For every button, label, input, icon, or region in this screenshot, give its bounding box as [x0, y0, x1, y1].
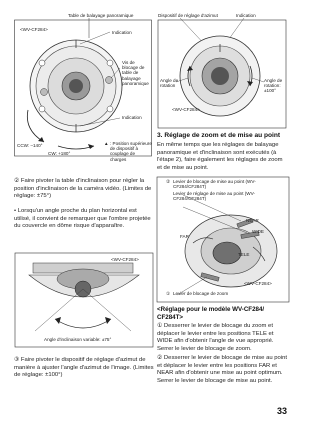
figure2-indication: Indication — [236, 13, 256, 18]
figure4-model: <WV-CF284> — [244, 281, 272, 286]
figure4-far: FAR — [180, 234, 189, 239]
bullet-icon: • — [14, 208, 17, 214]
triangle-icon: ▲ — [104, 141, 109, 146]
figure4-label2: Levier de réglage de mise au point (WV-CF284/CF284T) — [173, 191, 255, 202]
right-step-1 — [157, 323, 289, 353]
lens-core — [69, 79, 83, 93]
step-text: Faire pivoter le dispositif de réglage d'azimut de manière à ajuster l'angle d'azimut de l'image. (Limites de réglage: ±100°) — [14, 357, 154, 379]
figure4-label3: Levier de blocage de zoom — [173, 291, 229, 296]
figure1-title: Table de balayage panoramique — [68, 13, 134, 18]
figure1-cw: CW: +180° — [48, 151, 71, 156]
step-number: ① — [157, 323, 163, 329]
lens — [213, 242, 241, 264]
figure1-position-note: : Position supérieure de dispositif à couplage de charges — [110, 141, 152, 162]
right-step-2 — [157, 355, 289, 385]
figure1-indication-bottom: Indication — [122, 115, 142, 120]
figure4-marker-1: ① — [166, 291, 171, 296]
bullet-text: Lorsqu'un angle proche du plan horizontal est utilisé, il convient de remarquer que l'ombre projetée du couvercle en dôme risque d'apparaître. — [14, 208, 151, 230]
step-text: Desserrer le levier de blocage de mise au point et déplacer le levier entre les positions FAR et NEAR afin d'obtenir une mise au point optimum. Serrer le levier de blocage de mise au point. — [157, 355, 288, 384]
tilt-arrow-icon — [55, 319, 111, 328]
figure4-label1: Levier de blocage de mise au point (WV-CF284/CF284T) — [173, 179, 256, 190]
figure3-model: <WV-CF284> — [111, 257, 139, 262]
cw-arrow-icon — [58, 146, 94, 149]
left-bullet — [14, 208, 154, 231]
figure2-angle-right: Angle de rotation: ±100° — [264, 78, 283, 94]
figure1-drawing — [14, 18, 154, 158]
figure1-model: <WV-CF284> — [20, 27, 48, 32]
step-number: ③ — [14, 357, 20, 363]
left-step-2 — [14, 178, 154, 201]
page-number: 33 — [276, 406, 287, 416]
section-title: 3. Réglage de zoom et de mise au point — [157, 132, 281, 139]
left-step-3 — [14, 357, 154, 380]
step-text: Desserrer le levier de blocage du zoom et déplacer le levier entre les positions TELE et WIDE afin d'obtenir l'angle de vue approprié. Serrer le levier de blocage de zoom. — [157, 323, 274, 352]
step-number: ② — [157, 355, 163, 361]
sub-title: <Réglage pour le modèle WV-CF284/ CF284T> — [157, 306, 265, 321]
figure1-indication-top: Indication — [112, 30, 132, 35]
figure2-title: Dispositif de réglage d'azimut — [158, 13, 218, 18]
figure2-angle-left: Angle de rotation — [160, 78, 179, 89]
figure3-caption: Angle d'inclinaison variable: ±75° — [44, 337, 112, 342]
section-intro: En même temps que les réglages de balayage panoramique et d'inclinaison sont exécutés (à l'étape 2), faire également les réglages de zoom et de mise au point. — [157, 142, 283, 171]
step-text: Faire pivoter la table d'inclinaison pour régler la position d'inclinaison de la caméra vidéo. (Limites de réglage: ±75°) — [14, 178, 152, 200]
figure4-wide: WIDE — [252, 229, 264, 234]
figure2-model: <WV-CF284> — [172, 107, 200, 112]
figure4-tele: TELE — [238, 252, 250, 257]
figure1-ccw: CCW: –140° — [17, 143, 43, 148]
figure1-screw-label: Vis de blocage de table de balayage panoramique — [122, 60, 149, 86]
figure3-drawing — [15, 253, 153, 347]
figure4-near: NEAR — [246, 218, 259, 223]
step-number: ② — [14, 178, 20, 184]
figure4-marker-2: ② — [166, 179, 171, 184]
